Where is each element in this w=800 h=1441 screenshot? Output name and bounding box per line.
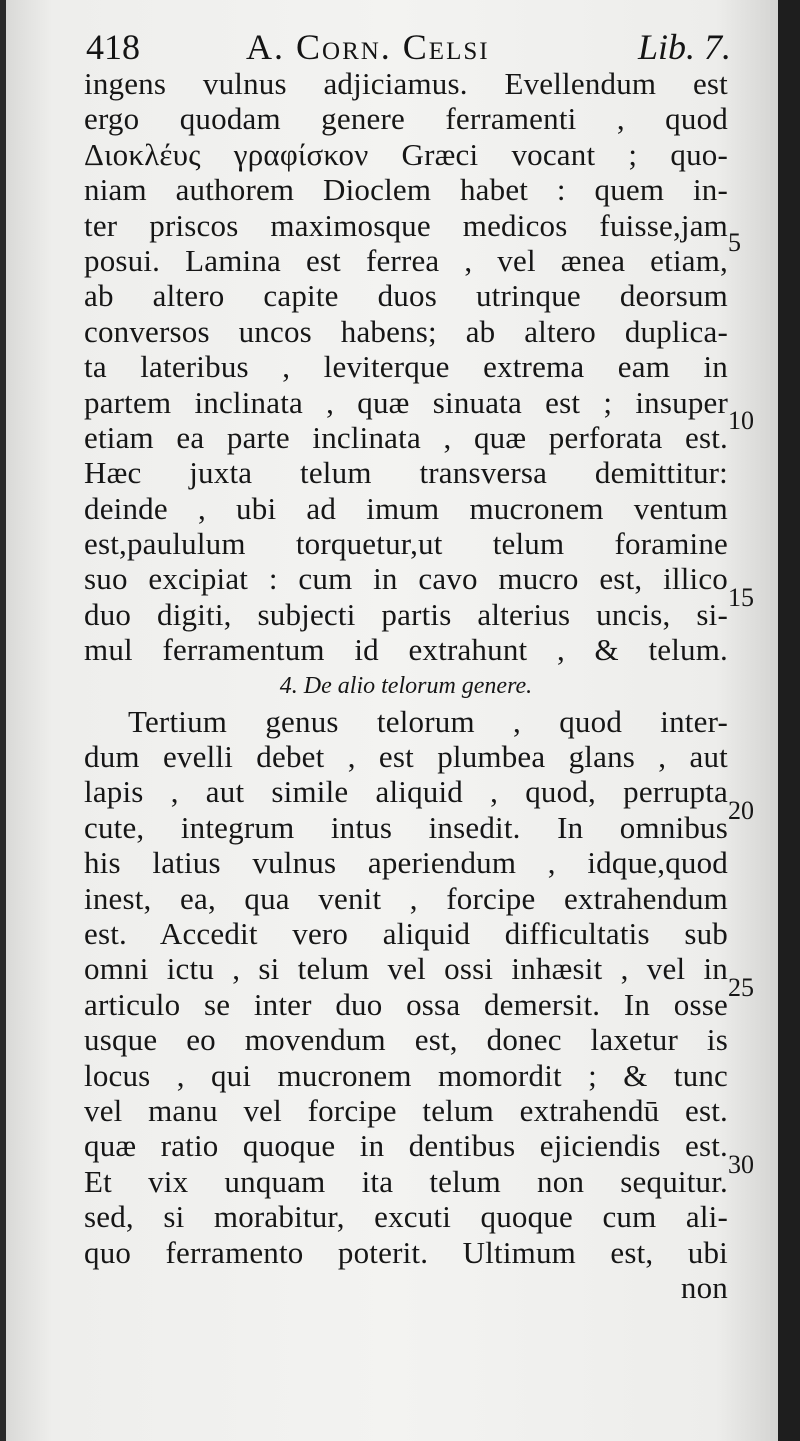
text-line: ter priscos maximosque medicos fuisse,jam	[84, 207, 728, 243]
text-line: dum evelli debet , est plumbea glans , aut	[84, 739, 728, 775]
text-line: duo digiti, subjecti partis alterius uncis, si-	[84, 596, 728, 632]
text-line: lapis , aut simile aliquid , quod, perrupta	[84, 774, 728, 810]
page-edge-shadow	[778, 0, 800, 1441]
text-line: usque eo movendum est, donec laxetur is	[84, 1022, 728, 1058]
text-line: posui. Lamina est ferrea , vel ænea etiam,	[84, 242, 728, 278]
line-number: 30	[728, 1150, 754, 1179]
text-line: ta lateribus , leviterque extrema eam in	[84, 349, 728, 385]
line-number: 5	[728, 228, 741, 257]
text-line: suo excipiat : cum in cavo mucro est, illico	[84, 561, 728, 597]
catchword: non	[680, 1269, 728, 1305]
line-number: 25	[728, 973, 754, 1002]
text-line: Διοκλέυς γραφίσκον Græci vocant ; quo-	[84, 136, 728, 172]
text-line: est,paululum torquetur,ut telum foramine	[84, 526, 728, 562]
text-line: articulo se inter duo ossa demersit. In osse	[84, 986, 728, 1022]
text-line: Hæc juxta telum transversa demittitur:	[84, 455, 728, 491]
text-line: ingens vulnus adjiciamus. Evellendum est	[84, 66, 728, 101]
text-line: omni ictu , si telum vel ossi inhæsit , vel in	[84, 951, 728, 987]
text-line: Tertium genus telorum , quod inter-	[128, 703, 728, 739]
line-number: 20	[728, 796, 754, 825]
text-line: locus , qui mucronem momordit ; & tunc	[84, 1057, 728, 1093]
text-line: niam authorem Dioclem habet : quem in-	[84, 172, 728, 208]
text-line: etiam ea parte inclinata , quæ perforata est.	[84, 419, 728, 455]
text-line: deinde , ubi ad imum mucronem ventum	[84, 490, 728, 526]
body-text	[84, 66, 728, 1305]
text-line: quæ ratio quoque in dentibus ejiciendis est.	[84, 1128, 728, 1164]
book-reference: Lib. 7.	[637, 27, 731, 67]
line-number: 15	[728, 583, 754, 612]
page-number: 418	[86, 27, 140, 67]
text-line: est. Accedit vero aliquid difficultatis sub	[84, 915, 728, 951]
text-line: his latius vulnus aperiendum , idque,quod	[84, 845, 728, 881]
page-header	[86, 22, 731, 72]
text-line: Et vix unquam ita telum non sequitur.	[84, 1163, 728, 1199]
text-line: vel manu vel forcipe telum extrahendū est.	[84, 1092, 728, 1128]
text-line: ab altero capite duos utrinque deorsum	[84, 278, 728, 314]
text-line: inest, ea, qua venit , forcipe extrahendum	[84, 880, 728, 916]
text-line: partem inclinata , quæ sinuata est ; insuper	[84, 384, 728, 420]
text-line: quo ferramento poterit. Ultimum est, ubi	[84, 1234, 728, 1270]
text-line: ergo quodam genere ferramenti , quod	[84, 101, 728, 137]
section-heading: 4. De alio telorum genere.	[279, 672, 533, 699]
text-line: sed, si morabitur, excuti quoque cum ali-	[84, 1199, 728, 1235]
book-page	[6, 0, 778, 1441]
text-line: mul ferramentum id extrahunt , & telum.	[84, 632, 728, 668]
text-line: conversos uncos habens; ab altero duplica-	[84, 313, 728, 349]
text-line: cute, integrum intus insedit. In omnibus	[84, 809, 728, 845]
line-number: 10	[728, 406, 754, 435]
running-head: A. Corn. Celsi	[246, 27, 490, 67]
